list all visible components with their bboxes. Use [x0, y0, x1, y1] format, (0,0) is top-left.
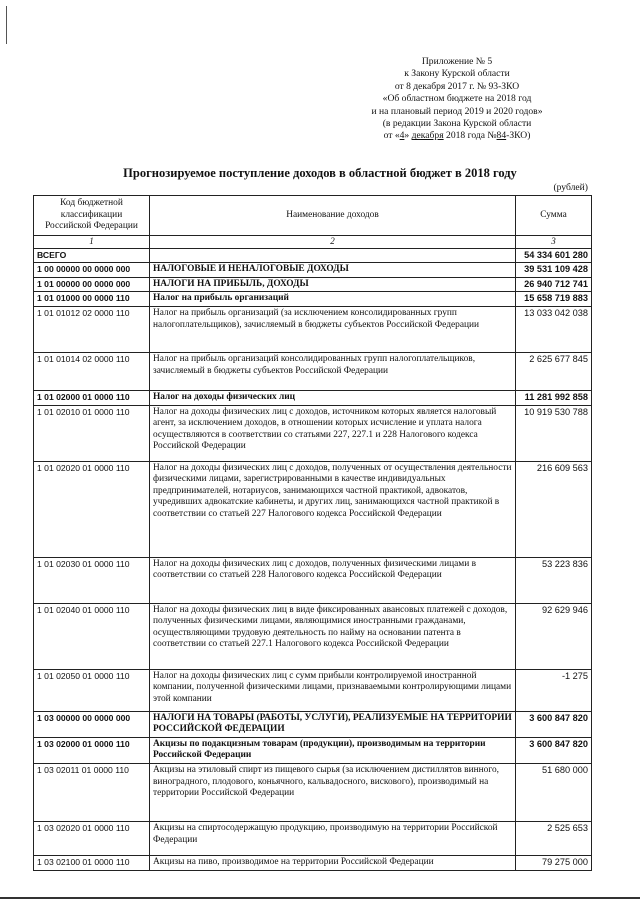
scan-edge-line: [0, 897, 640, 899]
col-number-1: 1: [34, 236, 150, 249]
row-amount: -1 275: [516, 669, 592, 711]
table-row: [34, 263, 592, 278]
units-label: (рублей): [553, 182, 588, 193]
row-name: Налог на прибыль организаций: [150, 292, 516, 307]
row-name: Акцизы на спиртосодержащую продукцию, производимую на территории Российской Федерации: [150, 821, 516, 855]
row-amount: 54 334 601 280: [516, 248, 592, 263]
row-code: 1 01 02050 01 0000 110: [34, 669, 150, 711]
binder-mark: [6, 6, 7, 44]
table-row: [34, 603, 592, 669]
document-title: Прогнозируемое поступление доходов в областной бюджет в 2018 году: [123, 166, 517, 180]
row-amount: 15 658 719 883: [516, 292, 592, 307]
table-row: [34, 461, 592, 557]
row-name: НАЛОГИ НА ТОВАРЫ (РАБОТЫ, УСЛУГИ), РЕАЛИЗУЕМЫЕ НА ТЕРРИТОРИИ РОССИЙСКОЙ ФЕДЕРАЦИИ: [150, 711, 516, 737]
header-name: Наименование доходов: [150, 196, 516, 236]
table-row: [34, 821, 592, 855]
row-code: 1 03 02020 01 0000 110: [34, 821, 150, 855]
edition-month: декабря: [411, 130, 444, 142]
row-code: 1 03 02100 01 0000 110: [34, 855, 150, 870]
row-code: 1 01 02020 01 0000 110: [34, 461, 150, 557]
col-number-3: 3: [516, 236, 592, 249]
row-amount: 2 525 653: [516, 821, 592, 855]
row-name: Налог на доходы физических лиц с сумм прибыли контролируемой иностранной компании, полученной физическими лицами, признаваемыми контролирующими лицами этой компании: [150, 669, 516, 711]
table-row: [34, 306, 592, 352]
row-code: 1 00 00000 00 0000 000: [34, 263, 150, 278]
income-table: [33, 195, 592, 871]
row-amount: 3 600 847 820: [516, 711, 592, 737]
row-name: Налог на доходы физических лиц в виде фиксированных авансовых платежей с доходов, полученных физическими лицами, являющимися иностранными гражданами, осуществляющими трудовую деятельность по найму на основании патента в соответствии со статьей 227.1 Налогового кодекса Российской Федерации: [150, 603, 516, 669]
row-amount: 216 609 563: [516, 461, 592, 557]
row-name: Акцизы по подакцизным товарам (продукции), производимым на территории Российской Федерации: [150, 737, 516, 763]
row-name: Акцизы на пиво, производимое на территории Российской Федерации: [150, 855, 516, 870]
law-reference: к Закону Курской области: [404, 68, 510, 80]
row-amount: 11 281 992 858: [516, 390, 592, 405]
table-row: [34, 669, 592, 711]
appendix-header: [342, 56, 572, 143]
table-row: [34, 248, 592, 263]
table-row: [34, 763, 592, 821]
row-amount: 92 629 946: [516, 603, 592, 669]
row-amount: 13 033 042 038: [516, 306, 592, 352]
table-row: [34, 405, 592, 461]
row-amount: 53 223 836: [516, 557, 592, 603]
header-amount: Сумма: [516, 196, 592, 236]
row-name: Налог на прибыль организаций (за исключением консолидированных групп налогоплательщиков), зачисляемый в бюджеты субъектов Российской Федерации: [150, 306, 516, 352]
row-code: 1 03 02011 01 0000 110: [34, 763, 150, 821]
row-code: 1 01 01012 02 0000 110: [34, 306, 150, 352]
row-code: 1 01 02030 01 0000 110: [34, 557, 150, 603]
table-row: [34, 711, 592, 737]
edition-day: 4: [399, 130, 405, 142]
row-code: 1 03 02000 01 0000 110: [34, 737, 150, 763]
table-row: [34, 855, 592, 870]
table-row: [34, 352, 592, 390]
header-code: Код бюджетной классификации Российской Федерации: [34, 196, 150, 236]
edition-number: 84: [496, 130, 507, 142]
row-amount: 39 531 109 428: [516, 263, 592, 278]
row-code: 1 01 01000 00 0000 110: [34, 292, 150, 307]
row-code: 1 03 00000 00 0000 000: [34, 711, 150, 737]
row-name: Налог на доходы физических лиц с доходов, полученных от осуществления деятельности физическими лицами, зарегистрированными в качестве индивидуальных предпринимателей, нотариусов, занимающихся частной практикой, адвокатов, учредивших адвокатские кабинеты, и других лиц, занимающихся частной практикой в соответствии со статьей 227 Налогового кодекса Российской Федерации: [150, 461, 516, 557]
law-date: от 8 декабря 2017 г. № 93-ЗКО: [394, 80, 520, 92]
row-amount: 2 625 677 845: [516, 352, 592, 390]
row-amount: 51 680 000: [516, 763, 592, 821]
row-code: 1 01 02000 01 0000 110: [34, 390, 150, 405]
row-name: НАЛОГОВЫЕ И НЕНАЛОГОВЫЕ ДОХОДЫ: [150, 263, 516, 278]
row-code: 1 01 00000 00 0000 000: [34, 277, 150, 292]
table-row: [34, 292, 592, 307]
row-code: 1 01 01014 02 0000 110: [34, 352, 150, 390]
table-row: [34, 557, 592, 603]
row-code: 1 01 02040 01 0000 110: [34, 603, 150, 669]
edition-date: от «4» декабря 2018 года №84-ЗКО): [383, 130, 531, 142]
law-title-line2: и на плановый период 2019 и 2020 годов»: [371, 105, 543, 117]
row-name: Налог на доходы физических лиц: [150, 390, 516, 405]
row-name: Акцизы на этиловый спирт из пищевого сырья (за исключением дистиллятов винного, виноградного, плодового, коньячного, кальвадосного, вискового), производимый на территории Российской Федерации: [150, 763, 516, 821]
col-number-2: 2: [150, 236, 516, 249]
row-amount: 3 600 847 820: [516, 737, 592, 763]
table-row: [34, 277, 592, 292]
table-row: [34, 737, 592, 763]
edition-note: (в редакции Закона Курской области: [382, 118, 532, 130]
row-amount: 10 919 530 788: [516, 405, 592, 461]
row-name: Налог на доходы физических лиц с доходов, полученных физическими лицами в соответствии со статьей 228 Налогового кодекса Российской Федерации: [150, 557, 516, 603]
law-title-line1: «Об областном бюджете на 2018 год: [382, 93, 532, 105]
row-amount: 79 275 000: [516, 855, 592, 870]
row-name: Налог на доходы физических лиц с доходов, источником которых является налоговый агент, за исключением доходов, в отношении которых исчисление и уплата налога осуществляются в соответствии со статьями 227, 227.1 и 228 Налогового кодекса Российской Федерации: [150, 405, 516, 461]
row-name: [150, 248, 516, 263]
row-name: Налог на прибыль организаций консолидированных групп налогоплательщиков, зачисляемый в бюджеты субъектов Российской Федерации: [150, 352, 516, 390]
table-row: [34, 390, 592, 405]
row-amount: 26 940 712 741: [516, 277, 592, 292]
row-code: 1 01 02010 01 0000 110: [34, 405, 150, 461]
row-name: НАЛОГИ НА ПРИБЫЛЬ, ДОХОДЫ: [150, 277, 516, 292]
appendix-number: Приложение № 5: [421, 56, 493, 67]
row-code: ВСЕГО: [34, 248, 150, 263]
